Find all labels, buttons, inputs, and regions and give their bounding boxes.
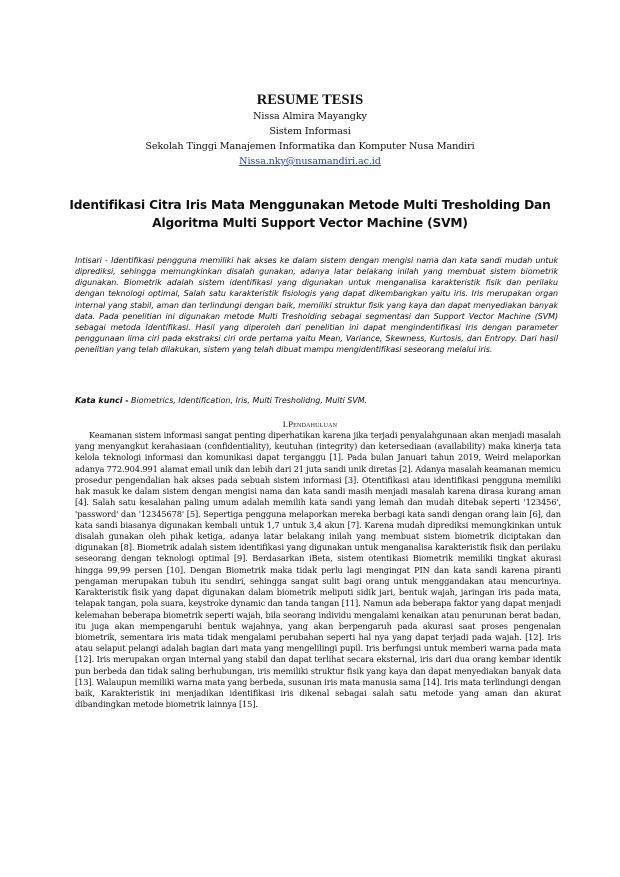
body-paragraph: Keamanan sistem informasi sangat penting diperhatikan karena jika terjadi penyalahgunaan akan menjadi masalah yang menyangkut kerahasiaan (confidentiality), keutuhan (integrity) dan ketersediaan (availability) maka kinerja tata kelola teknologi informasi dan komunikasi dapat terganggu [1]. Pada bulan Januari tahun 2019, Weird melaporkan adanya 772.904.991 alamat email unik dan lebih dari 21 juta sandi unik diretas [2]. Adanya masalah keamanan memicu prosedur pengendalian hak akses pada sebuah sistem informasi [3]. Otentifikasi atau identifikasi pengguna memiliki hak masuk ke dalam sistem dengan mengisi nama dan kata sandi masih menjadi masalah karena dirasa kurang aman [4]. Salah satu kesalahan paling umum adalah memilih kata sandi yang lemah dan mudah ditebak seperti '123456', 'password' dan '12345678' [5]. Sepertiga pengguna melaporkan mereka berbagi kata sandi dengan orang lain [6], dan kata sandi biasanya digunakan kembali untuk 1,7 untuk 3,4 akun [7]. Karena mudah diprediksi memungkinkan untuk disalah gunakan oleh pihak ketiga, adanya latar belakang inilah yang membuat sistem biometrik diciptakan dan digunakan [8]. Biometrik adalah sistem identifikasi yang digunakan untuk menganalisa karakteristik fisik dan perilaku seseorang dengan teknologi optimal [9]. Berdasarkan iBeta, sistem otentikasi Biometrik memiliki tingkat akurasi hingga 99,99 persen [10]. Dengan Biometrik maka tidak perlu lagi mengingat PIN dan kata sandi karena piranti pengaman merupakan tubuh itu sendiri, sehingga sangat sulit bagi orang untuk menggandakan atau mencurinya. Karakteristik fisik yang dapat digunakan dalam biometrik meliputi sidik jari, bentuk wajah, jaringan iris pada mata, telapak tangan, pola suara, keystroke dynamic dan tanda tangan [11]. Namun ada beberapa faktor yang dapat menjadi kelemahan beberapa biometrik seperti wajah, bila seorang individu mengalami kenaikan atau penurunan berat badan, itu juga akan mempengaruhi bentuk wajahnya, yang akan berpengaruh pada akurasi saat proses pengenalan biometrik, sementara iris mata tidak mengalami perubahan seperti hal nya yang dapat terjadi pada wajah. [12]. Iris atau selaput pelangi adalah bagian dari mata yang mengelilingi pupil. Iris berfungsi untuk memberi warna pada mata [12]. Iris merupakan organ internal yang stabil dan dapat terlihat secara eksternal, iris dari dua orang kembar identik pun berbeda dan tidak saling berhubungan, iris memiliki struktur fisik yang kaya dan dapat menyediakan banyak data [13]. Walaupun memiliki warna mata yang berbeda, susunan iris mata manusia sama [14]. Iris mata terlindungi dengan baik, Karakteristik ini menjadikan identifikasi iris dikenal sebagai salah satu metode yang aman dan akurat dibandingkan metode biometrik lainnya [15]. (75, 430, 561, 710)
abstract: Intisari - Identifikasi pengguna memiliki hak akses ke dalam sistem dengan mengisi nama dan kata sandi mudah untuk diprediksi, sehingga memungkinkan disalah gunakan, adanya latar belakang inilah yang membuat sistem biometrik digunakan. Biometrik adalah sistem identifikasi yang digunakan untuk menganalisa karakteristik fisik dan perilaku dengan teknologi optimal, Salah satu karakteristik fisiologis yang dapat dikembangkan yaitu iris. Iris merupakan organ internal yang stabil, aman dan terlindungi dengan baik, memiliki struktur fisik yang kaya dan dapat menyediakan banyak data. Pada penelitian ini digunakan metode Multi Tresholding sebagai segmentasi dan Support Vector Machine (SVM) sebagai metoda Identifikasi. Hasil yang diperoleh dari penelitian ini dapat mengindentifikasi Iris dengan parameter penggunaan lima ciri pada ekstraksi ciri orde pertama yaitu Mean, Variance, Skewness, Kurtosis, dan Entropy. Dari hasil penelitian yang telah dilakukan, sistem yang telah dibuat mampu mengidentifikasi seseorang melalui iris. (75, 256, 558, 355)
author-email-link[interactable]: Nissa.nky@nusamandiri.ac.id (239, 156, 381, 167)
section-heading: I.Pendahuluan (282, 419, 338, 429)
paper-header (0, 92, 620, 169)
keywords-label: Kata kunci - (75, 396, 129, 405)
document-type: RESUME TESIS (256, 92, 364, 108)
paper-title: Identifikasi Citra Iris Mata Menggunakan Metode Multi Tresholding Dan Algoritma Multi Support Vector Machine (SVM) (69, 198, 551, 230)
author-name: Nissa Almira Mayangky (253, 111, 367, 122)
keywords (75, 395, 558, 406)
institution-name: Sekolah Tinggi Manajemen Informatika dan Komputer Nusa Mandiri (145, 141, 475, 152)
keywords-text: Biometrics, Identification, Iris, Multi Tresholidng, Multi SVM. (128, 396, 368, 405)
study-program: Sistem Informasi (269, 126, 351, 137)
